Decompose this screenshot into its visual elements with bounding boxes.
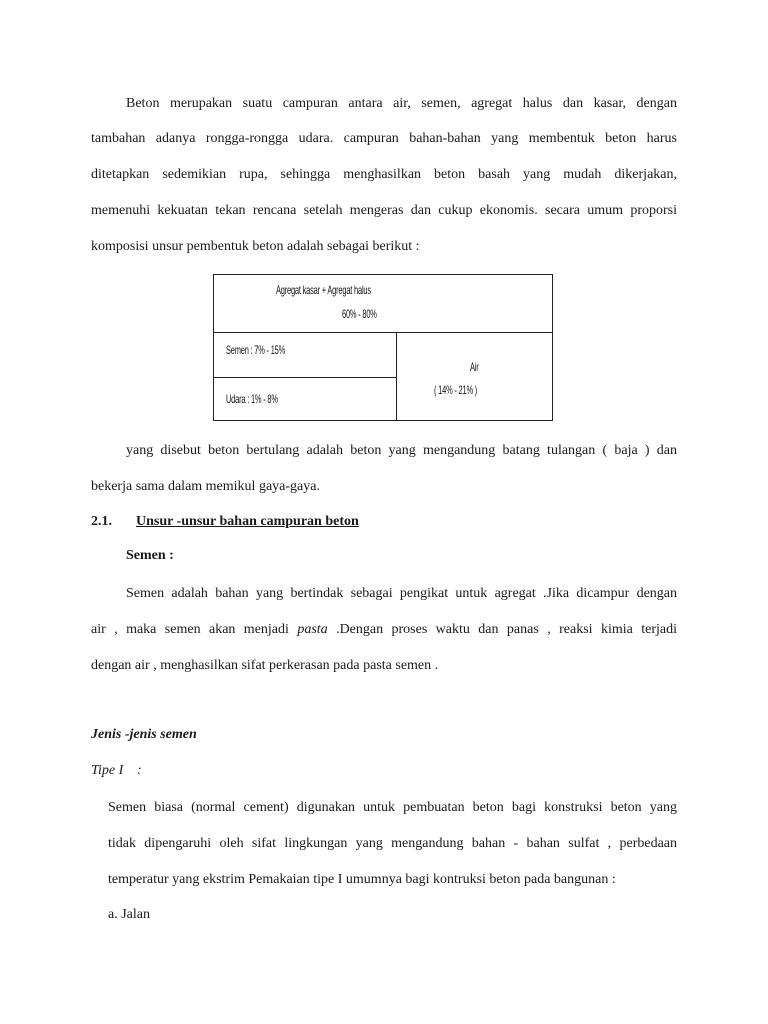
udara-cell: [214, 378, 397, 420]
composition-diagram: [213, 274, 553, 421]
tipe-line-1: Semen biasa (normal cement) digunakan untuk pembuatan beton bagi konstruksi beton yang: [108, 800, 677, 815]
semen-label: Semen : 7% - 15%: [226, 343, 286, 357]
tipe-colon: :: [137, 763, 142, 778]
semen-line-2: [91, 621, 677, 639]
aggregate-value: 60% - 80%: [342, 307, 377, 321]
jenis-heading: Jenis -jenis semen: [91, 727, 197, 742]
semen-line-2-b: .Dengan proses waktu dan panas , reaksi kimia terjadi: [327, 622, 677, 637]
semen-subheading: Semen :: [126, 548, 174, 563]
intro-line-4: memenuhi kekuatan tekan rencana setelah mengeras dan cukup ekonomis. secara umum proporsi: [91, 203, 677, 218]
semen-line-2-a: air , maka semen akan menjadi: [91, 622, 298, 637]
intro-line-2: tambahan adanya rongga-rongga udara. campuran bahan-bahan yang membentuk beton harus: [91, 131, 677, 146]
semen-line-1: Semen adalah bahan yang bertindak sebagai pengikat untuk agregat .Jika dicampur dengan: [126, 586, 677, 601]
pasta-term: pasta: [297, 622, 328, 637]
section-title: Unsur -unsur bahan campuran beton: [136, 514, 359, 529]
semen-line-3: dengan air , menghasilkan sifat perkerasan pada pasta semen .: [91, 658, 439, 673]
aggregate-cell: [214, 275, 552, 333]
intro-line-5: komposisi unsur pembentuk beton adalah sebagai berikut :: [91, 239, 420, 254]
udara-label: Udara : 1% - 8%: [226, 392, 278, 406]
tipe-line-2: tidak dipengaruhi oleh sifat lingkungan yang mengandung bahan - bahan sulfat , perbedaan: [108, 836, 677, 851]
list-item-jalan: a. Jalan: [108, 907, 150, 922]
air-value: ( 14% - 21% ): [434, 383, 478, 397]
aggregate-label: Agregat kasar + Agregat halus: [276, 283, 371, 297]
semen-cell: [214, 333, 397, 378]
tipe-label: Tipe I: [91, 763, 124, 778]
air-label: Air: [470, 360, 479, 374]
reinforced-line-1: yang disebut beton bertulang adalah beton yang mengandung batang tulangan ( baja ) dan: [126, 443, 677, 458]
intro-line-3: ditetapkan sedemikian rupa, sehingga menghasilkan beton basah yang mudah dikerjakan,: [91, 167, 677, 182]
tipe-line-3: temperatur yang ekstrim Pemakaian tipe I umumnya bagi kontruksi beton pada bangunan :: [108, 872, 616, 887]
section-number: 2.1.: [91, 514, 112, 529]
reinforced-line-2: bekerja sama dalam memikul gaya-gaya.: [91, 479, 320, 494]
intro-line-1: Beton merupakan suatu campuran antara air, semen, agregat halus dan kasar, dengan: [126, 96, 677, 111]
